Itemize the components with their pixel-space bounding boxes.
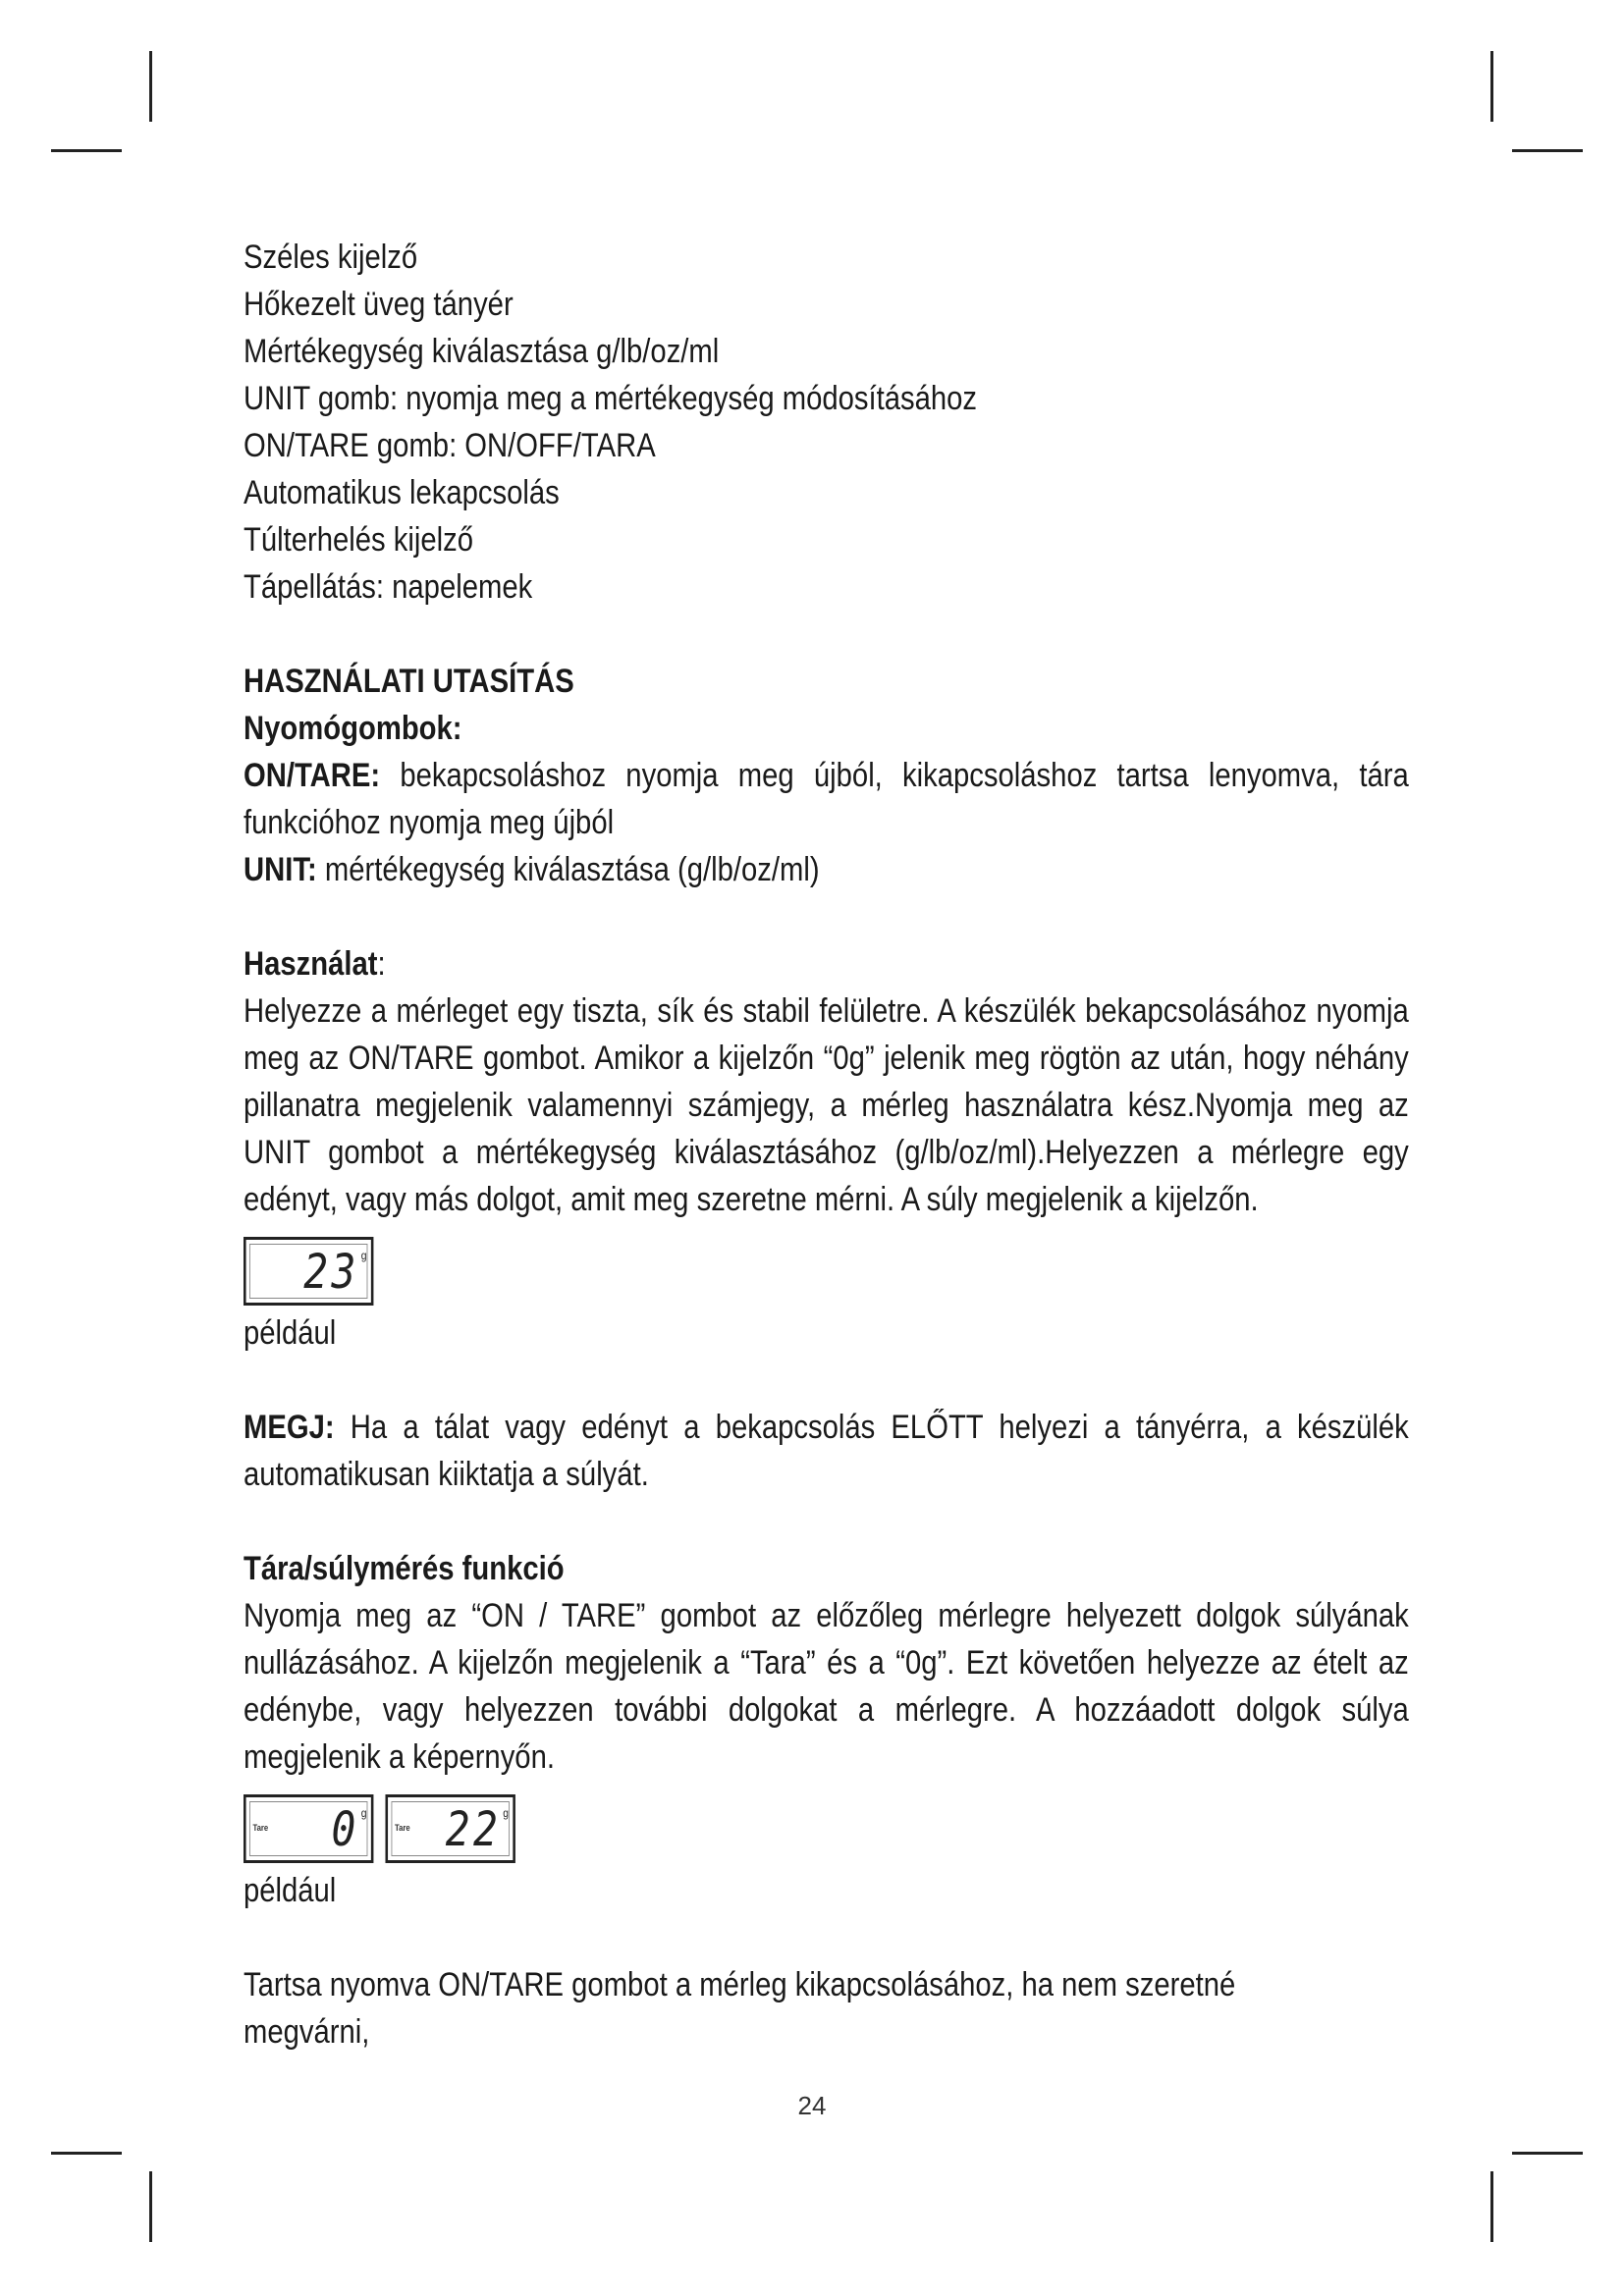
tare-heading: Tára/súlymérés funkció (244, 1550, 565, 1587)
note (244, 1404, 1409, 1498)
crop-mark-top-right-v (1490, 51, 1493, 122)
feature-item: ON/TARE gomb: ON/OFF/TARA (244, 427, 656, 464)
feature-item: Széles kijelző (244, 239, 418, 276)
page-number: 24 (797, 2091, 827, 2120)
tare-text: Nyomja meg az “ON / TARE” gombot az előzőleg mérlegre helyezett dolgok súlyának nullázásához. A kijelzőn megjelenik a “Tara” és a “0g”. Ezt követően helyezze az ételt az edénybe, vagy helyezzen további dolgokat a mérlegre. A hozzáadott dolgok súlya megjelenik a képernyőn. (244, 1597, 1409, 1776)
lcd-tare-indicator: Tare (394, 1823, 410, 1833)
lcd-digits: 23 (303, 1245, 359, 1300)
lcd-display-tare-weight (385, 1794, 514, 1863)
feature-item: UNIT gomb: nyomja meg a mértékegység módosításához (244, 380, 978, 417)
page-content (244, 234, 1409, 2056)
crop-mark-bottom-left-h (51, 2152, 122, 2155)
feature-list (244, 234, 1247, 611)
usage-heading-line: Használat: (244, 945, 386, 983)
feature-item: Tápellátás: napelemek (244, 568, 533, 606)
unit-label: UNIT: (244, 851, 317, 888)
usage-display-row (244, 1237, 1247, 1306)
crop-mark-top-right-h (1512, 149, 1583, 152)
closing-text: Tartsa nyomva ON/TARE gombot a mérleg kikapcsolásához, ha nem szeretné megvárni, (244, 1966, 1236, 2051)
note-text: Ha a tálat vagy edényt a bekapcsolás ELŐTT helyezi a tányérra, a készülék automatikusan kiiktatja a súlyát. (244, 1409, 1409, 1493)
feature-item: Mértékegység kiválasztása g/lb/oz/ml (244, 333, 720, 370)
unit-description (244, 846, 1247, 893)
lcd-digits: 0 (331, 1802, 359, 1857)
lcd-display-tare-zero (244, 1794, 373, 1863)
buttons-heading: Nyomógombok: (244, 710, 462, 747)
usage-heading: Használat (244, 945, 378, 983)
example-label: például (244, 1314, 337, 1352)
usage-text: Helyezze a mérleget egy tiszta, sík és stabil felületre. A készülék bekapcsolásához nyomja meg az ON/TARE gombot. Amikor a kijelzőn “0g” jelenik meg rögtön az után, hogy néhány pillanatra megjelenik valamennyi számjegy, a mérleg használatra kész.Nyomja meg az UNIT gombot a mértékegység kiválasztásához (g/lb/oz/ml).Helyezzen a mérlegre egy edényt, vagy más dolgot, amit meg szeretne mérni. A súly megjelenik a kijelzőn. (244, 992, 1409, 1218)
crop-mark-top-left-v (149, 51, 152, 122)
lcd-digits: 22 (445, 1802, 502, 1857)
feature-item: Automatikus lekapcsolás (244, 474, 560, 511)
on-tare-label: ON/TARE: (244, 757, 381, 794)
crop-mark-top-left-h (51, 149, 122, 152)
crop-mark-bottom-right-h (1512, 2152, 1583, 2155)
note-label: MEGJ: (244, 1409, 335, 1446)
example-label: például (244, 1872, 337, 1909)
feature-item: Túlterhelés kijelző (244, 521, 474, 559)
lcd-unit: g (360, 1249, 367, 1262)
feature-item: Hőkezelt üveg tányér (244, 286, 514, 323)
lcd-tare-indicator: Tare (252, 1823, 269, 1833)
crop-mark-bottom-left-v (149, 2171, 152, 2242)
lcd-unit: g (503, 1806, 510, 1820)
tare-display-row (244, 1794, 1247, 1863)
crop-mark-bottom-right-v (1490, 2171, 1493, 2242)
lcd-unit: g (360, 1806, 367, 1820)
on-tare-text: bekapcsoláshoz nyomja meg újból, kikapcsoláshoz tartsa lenyomva, tára funkcióhoz nyomja meg újból (244, 757, 1409, 841)
on-tare-description (244, 752, 1409, 846)
lcd-display (244, 1237, 373, 1306)
instructions-heading: HASZNÁLATI UTASÍTÁS (244, 663, 574, 700)
unit-text: mértékegység kiválasztása (g/lb/oz/ml) (316, 851, 820, 888)
